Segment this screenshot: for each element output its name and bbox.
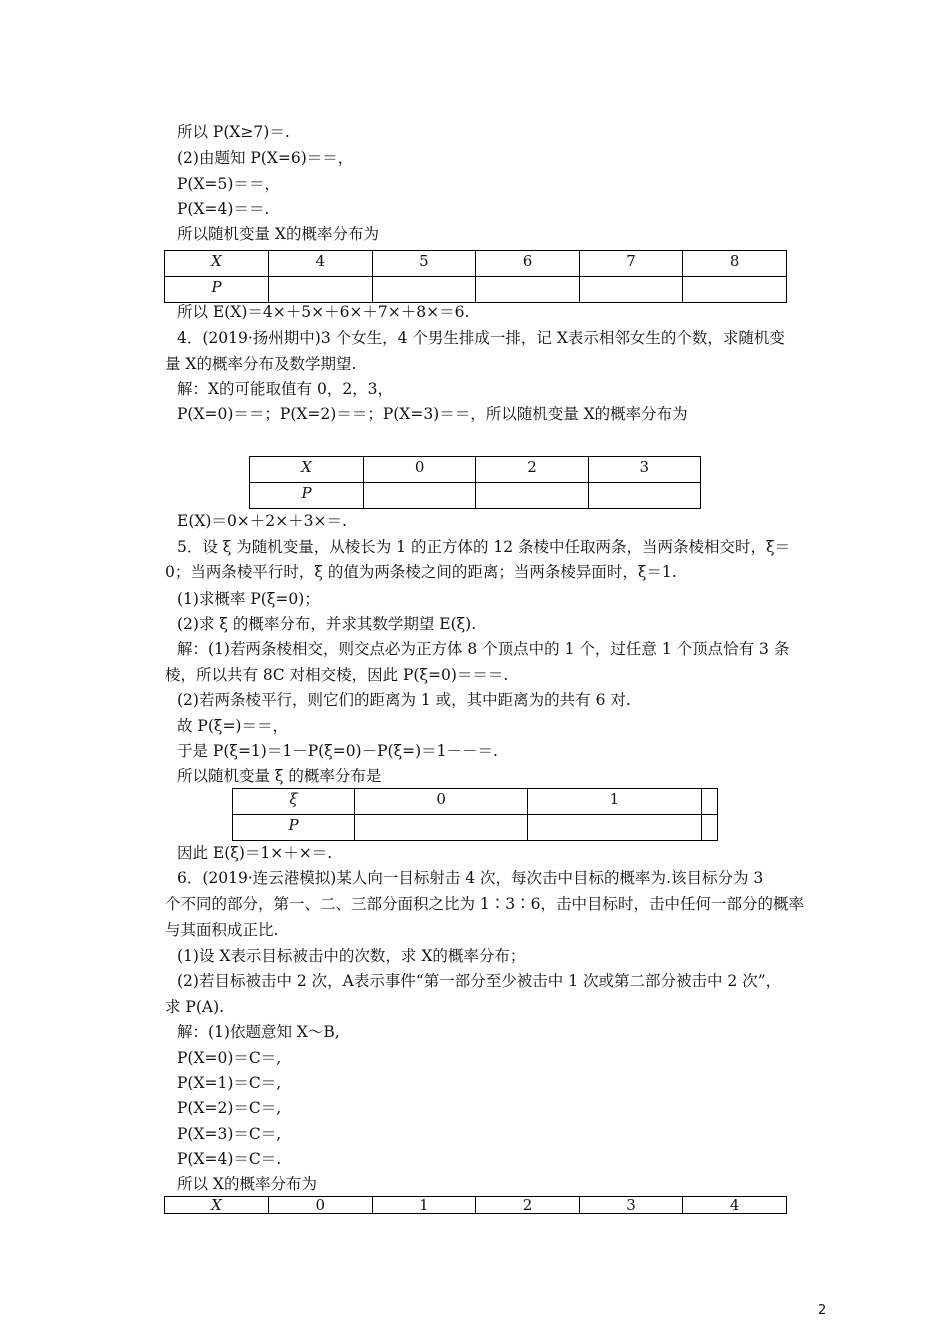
text-line: 因此 E(ξ)＝1×＋×＝. <box>177 844 333 862</box>
text-line: 6．(2019·连云港模拟)某人向一目标射击 4 次，每次击中目标的概率为.该目标分为 3 <box>177 869 764 887</box>
table-cell: 1 <box>528 789 701 815</box>
text-line: (1)求概率 P(ξ=0)； <box>177 590 320 608</box>
text-line: 解：X的可能取值有 0，2，3， <box>177 380 394 398</box>
text-line: P(X=2)＝C＝, <box>177 1099 282 1117</box>
text-line: 与其面积成正比. <box>165 921 279 939</box>
text-line: 于是 P(ξ=1)＝1－P(ξ=0)－P(ξ=)＝1－－＝. <box>177 742 498 760</box>
text-line: (1)设 X表示目标被击中的次数，求 X的概率分布； <box>177 947 526 965</box>
table-cell: 1 <box>372 1197 476 1214</box>
table-cell: 2 <box>476 1197 580 1214</box>
text-line: P(X=1)＝C＝, <box>177 1074 282 1092</box>
text-line: 所以随机变量 ξ 的概率分布是 <box>177 767 382 785</box>
text-line: 所以 X的概率分布为 <box>177 1175 317 1193</box>
probability-table-2 <box>249 456 701 509</box>
table-cell: 3 <box>579 1197 683 1214</box>
text-line: 解：(1)若两条棱相交，则交点必为正方体 8 个顶点中的 1 个，过任意 1 个顶点恰有 3 条 <box>177 640 790 658</box>
table-cell <box>476 483 588 509</box>
probability-table-3 <box>232 788 718 841</box>
text-line: (2)由题知 P(X=6)＝＝， <box>177 149 354 167</box>
table-cell: 3 <box>588 457 700 483</box>
text-line: 5．设 ξ 为随机变量，从棱长为 1 的正方体的 12 条棱中任取两条，当两条棱相交时，ξ＝ <box>177 538 791 556</box>
table-cell <box>269 277 373 303</box>
table-cell <box>476 277 580 303</box>
table-cell <box>372 277 476 303</box>
table-header-cell: P <box>233 815 355 841</box>
table-cell <box>579 277 683 303</box>
table-cell: 7 <box>579 251 683 277</box>
text-line: (2)若两条棱平行，则它们的距离为 1 或，其中距离为的共有 6 对. <box>177 691 631 709</box>
text-line: P(X=5)＝＝， <box>177 175 280 193</box>
table-cell: 5 <box>372 251 476 277</box>
text-line: 所以随机变量 X的概率分布为 <box>177 225 379 243</box>
table-cell: 2 <box>476 457 588 483</box>
table-cell <box>355 815 528 841</box>
table-cell <box>364 483 476 509</box>
text-line: 解：(1)依题意知 X～B, <box>177 1023 340 1041</box>
table-header-cell: ξ <box>233 789 355 815</box>
table-cell: 6 <box>476 251 580 277</box>
text-line: 0；当两条棱平行时，ξ 的值为两条棱之间的距离；当两条棱异面时，ξ＝1. <box>165 563 677 581</box>
text-line: (2)若目标被击中 2 次，A表示事件“第一部分至少被击中 1 次或第二部分被击中 2 次”， <box>177 972 782 990</box>
page-number: 2 <box>818 1303 827 1318</box>
text-line: (2)求 ξ 的概率分布，并求其数学期望 E(ξ). <box>177 615 477 633</box>
table-header-cell: P <box>250 483 364 509</box>
table-cell <box>701 789 717 815</box>
text-line: 求 P(A). <box>165 998 225 1016</box>
table-cell: 0 <box>364 457 476 483</box>
text-line: 棱，所以共有 8C 对相交棱，因此 P(ξ=0)＝＝＝. <box>165 666 509 684</box>
text-line: 个不同的部分，第一、二、三部分面积之比为 1∶3∶6，击中目标时，击中任何一部分的概率 <box>165 895 805 913</box>
text-line: 量 X的概率分布及数学期望. <box>165 355 357 373</box>
text-line: 故 P(ξ=)＝＝， <box>177 717 288 735</box>
text-line: 所以 P(X≥7)＝. <box>177 123 290 141</box>
text-line: 4．(2019·扬州期中)3 个女生，4 个男生排成一排，记 X表示相邻女生的个数，求随机变 <box>177 329 785 347</box>
table-cell <box>701 815 717 841</box>
table-cell: 4 <box>683 1197 787 1214</box>
text-line: E(X)＝0×＋2×＋3×＝. <box>177 512 347 530</box>
text-line: P(X=0)＝＝；P(X=2)＝＝；P(X=3)＝＝，所以随机变量 X的概率分布为 <box>177 405 688 423</box>
table-header-cell: X <box>165 1197 269 1214</box>
table-header-cell: X <box>250 457 364 483</box>
table-header-cell: X <box>165 251 269 277</box>
text-line: P(X=4)＝＝. <box>177 200 270 218</box>
table-cell <box>683 277 787 303</box>
text-line: P(X=4)＝C＝. <box>177 1150 282 1168</box>
table-cell: 0 <box>355 789 528 815</box>
text-line: P(X=3)＝C＝, <box>177 1125 282 1143</box>
table-cell: 0 <box>269 1197 373 1214</box>
table-cell: 8 <box>683 251 787 277</box>
probability-table-4 <box>164 1196 787 1214</box>
text-line: 所以 E(X)＝4×＋5×＋6×＋7×＋8×＝6. <box>177 303 470 321</box>
table-cell: 4 <box>269 251 373 277</box>
table-cell <box>528 815 701 841</box>
table-header-cell: P <box>165 277 269 303</box>
table-cell <box>588 483 700 509</box>
probability-table-1 <box>164 250 787 303</box>
text-line: P(X=0)＝C＝, <box>177 1049 282 1067</box>
